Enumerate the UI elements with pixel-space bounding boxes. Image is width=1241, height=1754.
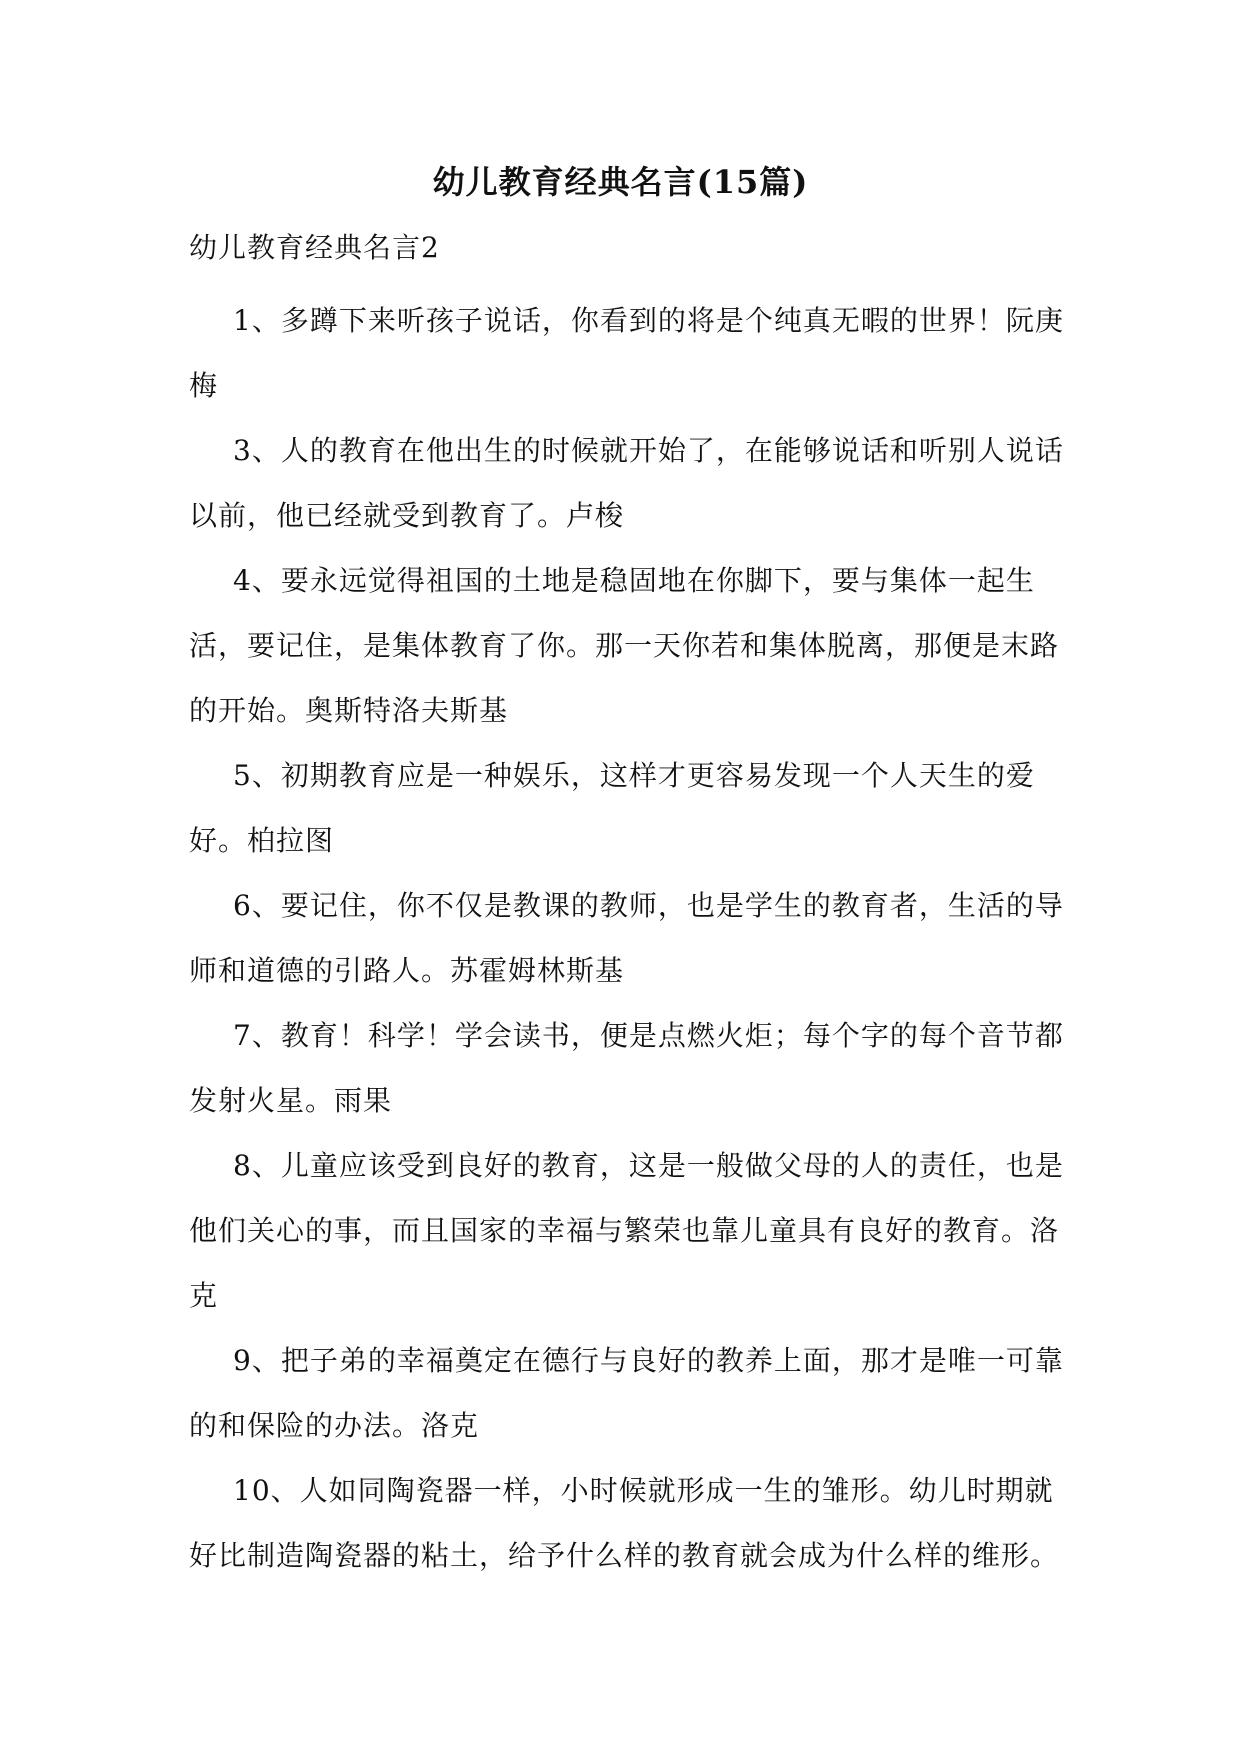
document-title: 幼儿教育经典名言(15篇) bbox=[432, 163, 809, 201]
quote-paragraph: 10、人如同陶瓷器一样，小时候就形成一生的雏形。幼儿时期就好比制造陶瓷器的粘土，给予什么样的教育就会成为什么样的维形。 bbox=[189, 1474, 1060, 1572]
quote-paragraph: 4、要永远觉得祖国的土地是稳固地在你脚下，要与集体一起生活，要记住，是集体教育了你。那一天你若和集体脱离，那便是末路的开始。奥斯特洛夫斯基 bbox=[189, 564, 1060, 727]
quote-paragraph: 8、儿童应该受到良好的教育，这是一般做父母的人的责任，也是他们关心的事，而且国家的幸福与繁荣也靠儿童具有良好的教育。洛克 bbox=[189, 1149, 1064, 1312]
quote-paragraph: 6、要记住，你不仅是教课的教师，也是学生的教育者，生活的导师和道德的引路人。苏霍姆林斯基 bbox=[189, 889, 1064, 987]
quote-list bbox=[189, 288, 1069, 1588]
quote-paragraph: 1、多蹲下来听孩子说话，你看到的将是个纯真无暇的世界！阮庚梅 bbox=[189, 304, 1064, 402]
quote-paragraph: 9、把子弟的幸福奠定在德行与良好的教养上面，那才是唯一可靠的和保险的办法。洛克 bbox=[189, 1344, 1064, 1442]
quote-paragraph: 3、人的教育在他出生的时候就开始了，在能够说话和听别人说话以前，他已经就受到教育了。卢梭 bbox=[189, 434, 1064, 532]
quote-paragraph: 7、教育！科学！学会读书，便是点燃火炬；每个字的每个音节都发射火星。雨果 bbox=[189, 1019, 1064, 1117]
quote-paragraph: 5、初期教育应是一种娱乐，这样才更容易发现一个人天生的爱好。柏拉图 bbox=[189, 759, 1035, 857]
document-subtitle: 幼儿教育经典名言2 bbox=[189, 231, 440, 264]
